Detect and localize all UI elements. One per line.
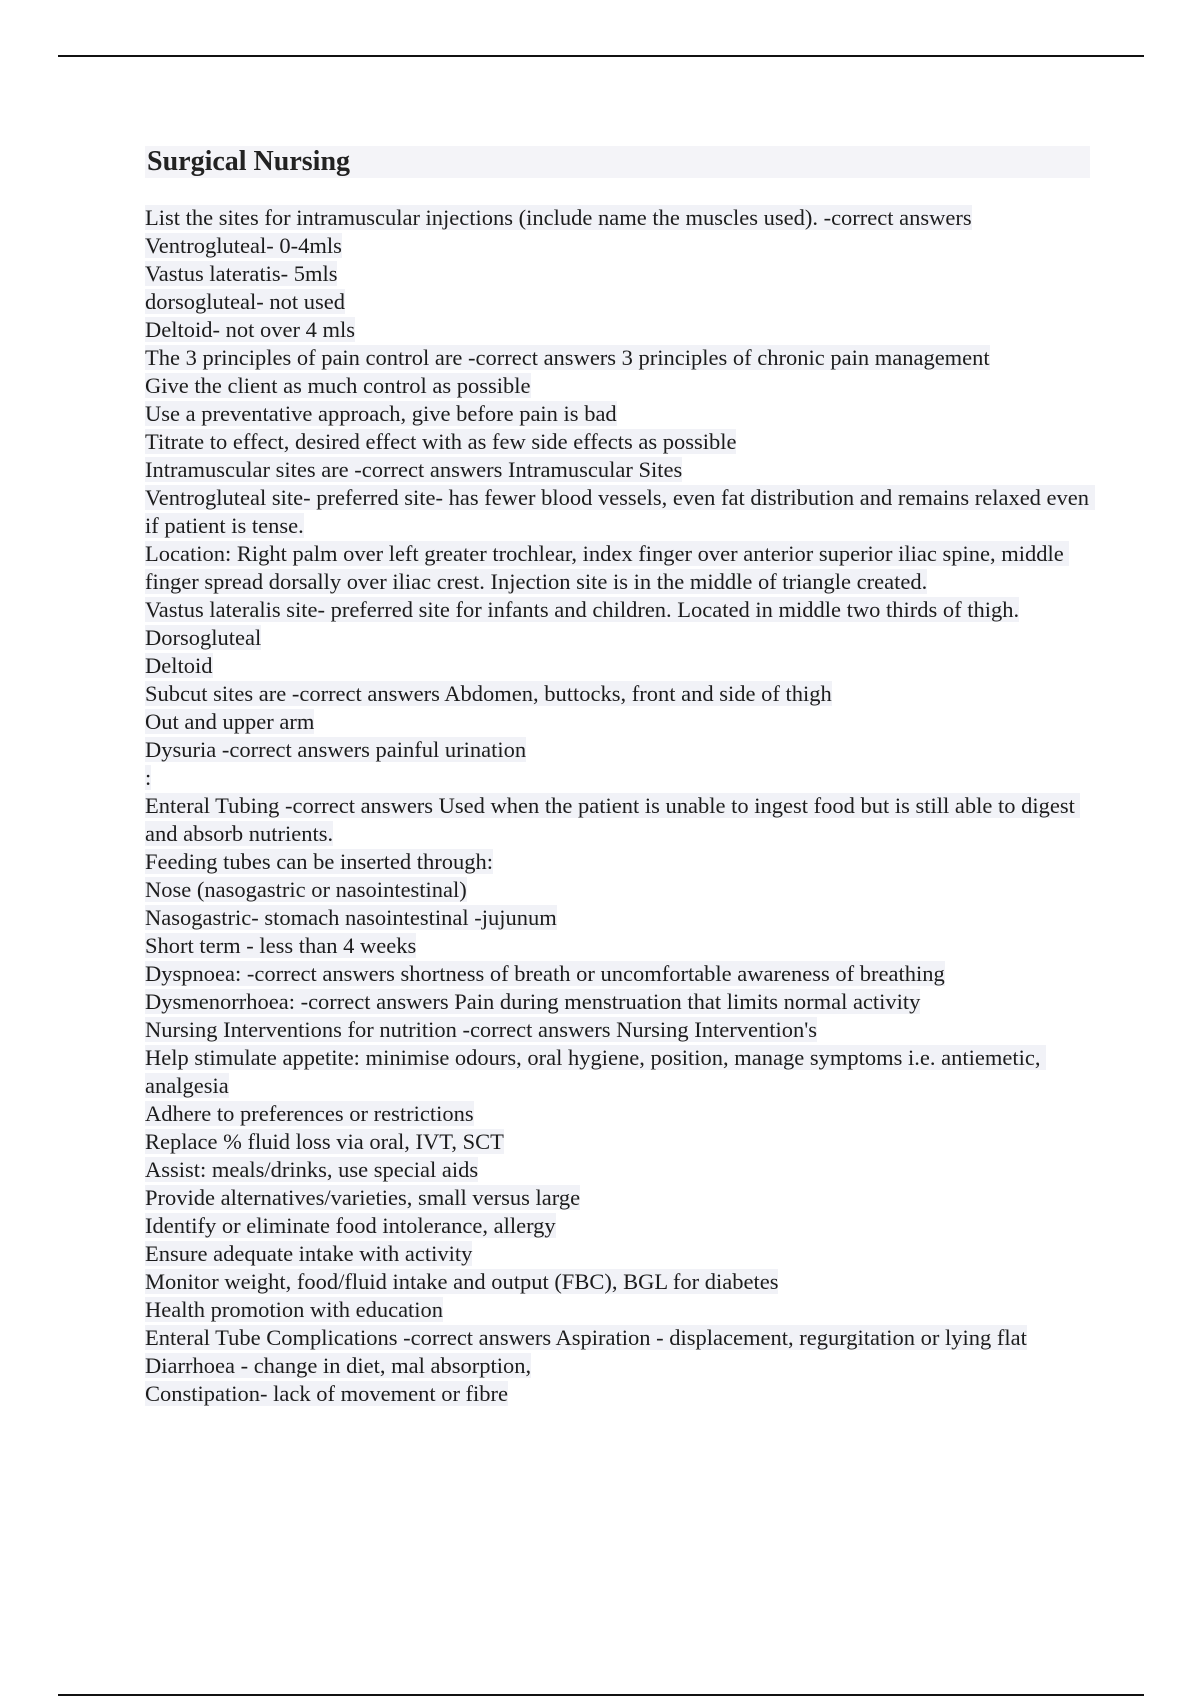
text-line [145,960,1090,988]
text-line [145,484,1095,540]
document-body [145,146,1095,1408]
text-line [145,1100,1090,1128]
text-line-content: Replace % fluid loss via oral, IVT, SCT [145,1129,504,1154]
text-line-content: Ensure adequate intake with activity [145,1241,473,1266]
text-line [145,792,1090,848]
text-line [145,1212,1090,1240]
text-line-content: dorsogluteal- not used [145,289,345,314]
text-line-content: Intramuscular sites are -correct answers Intramuscular Sites [145,457,683,482]
text-line-content: Dysuria -correct answers painful urination [145,737,527,762]
text-line-content: Vastus lateralis site- preferred site for infants and children. Located in middle two thirds of thigh. [145,597,1020,622]
text-line [145,596,1090,624]
text-line-content: Nose (nasogastric or nasointestinal) [145,877,467,902]
text-line [145,288,1090,316]
text-line [145,540,1090,596]
text-line-content: Nursing Interventions for nutrition -correct answers Nursing Intervention's [145,1017,818,1042]
text-line [145,1240,1090,1268]
text-line-content: Nasogastric- stomach nasointestinal -jujunum [145,905,557,930]
text-line [145,736,1090,764]
text-line [145,1184,1090,1212]
text-line-content: The 3 principles of pain control are -correct answers 3 principles of chronic pain management [145,345,990,370]
text-line [145,1016,1090,1044]
text-line-content: Enteral Tubing -correct answers Used when the patient is unable to ingest food but is still able to digest and absorb nutrients. [145,793,1081,846]
text-line [145,232,1090,260]
text-line-content: Titrate to effect, desired effect with as few side effects as possible [145,429,737,454]
text-line-content: Feeding tubes can be inserted through: [145,849,494,874]
text-line [145,1044,1090,1100]
document-text [145,204,1095,1408]
text-line-content: Vastus lateratis- 5mls [145,261,338,286]
text-line [145,624,1090,652]
text-line [145,428,1090,456]
text-line-content: Help stimulate appetite: minimise odours, oral hygiene, position, manage symptoms i.e. antiemetic, analgesia [145,1045,1047,1098]
text-line-content: Give the client as much control as possible [145,373,531,398]
text-line [145,848,1090,876]
text-line [145,876,1090,904]
text-line [145,1352,1090,1380]
text-line-content: Out and upper arm [145,709,315,734]
text-line [145,764,1090,792]
text-line-content: Identify or eliminate food intolerance, allergy [145,1213,556,1238]
text-line-content: List the sites for intramuscular injections (include name the muscles used). -correct answers [145,205,972,230]
text-line-content: Assist: meals/drinks, use special aids [145,1157,479,1182]
text-line-content: Use a preventative approach, give before pain is bad [145,401,617,426]
text-line [145,1296,1090,1324]
text-line [145,1380,1090,1408]
text-line-content: Diarrhoea - change in diet, mal absorption, [145,1353,532,1378]
text-line-content: Ventrogluteal- 0-4mls [145,233,342,258]
text-line-content: Health promotion with education [145,1297,444,1322]
text-line [145,204,1090,232]
text-line [145,1324,1090,1352]
text-line [145,260,1090,288]
text-line-content: : [145,765,152,790]
text-line-content: Provide alternatives/varieties, small versus large [145,1185,581,1210]
page-bottom-rule [58,1694,1144,1696]
text-line [145,1128,1090,1156]
text-line-content: Enteral Tube Complications -correct answers Aspiration - displacement, regurgitation or lying flat [145,1325,1027,1350]
text-line-content: Monitor weight, food/fluid intake and output (FBC), BGL for diabetes [145,1269,779,1294]
text-line-content: Deltoid [145,653,213,678]
text-line [145,680,1090,708]
text-line [145,372,1090,400]
text-line [145,932,1090,960]
text-line-content: Adhere to preferences or restrictions [145,1101,474,1126]
text-line [145,904,1090,932]
text-line-content: Dyspnoea: -correct answers shortness of breath or uncomfortable awareness of breathing [145,961,945,986]
text-line [145,1156,1090,1184]
text-line-content: Dorsogluteal [145,625,262,650]
text-line [145,708,1090,736]
text-line-content: Ventrogluteal site- preferred site- has fewer blood vessels, even fat distribution and remains relaxed even if patient is tense. [145,485,1095,538]
text-line-content: Dysmenorrhoea: -correct answers Pain during menstruation that limits normal activity [145,989,921,1014]
text-line-content: Location: Right palm over left greater trochlear, index finger over anterior superior iliac spine, middle finger spread dorsally over iliac crest. Injection site is in the middle of triangle created. [145,541,1070,594]
text-line-content: Deltoid- not over 4 mls [145,317,355,342]
text-line-content: Short term - less than 4 weeks [145,933,417,958]
text-line [145,988,1090,1016]
page-top-rule [58,55,1144,57]
text-line-content: Constipation- lack of movement or fibre [145,1381,509,1406]
text-line [145,652,1090,680]
page-title: Surgical Nursing [145,146,1090,178]
text-line-content: Subcut sites are -correct answers Abdomen, buttocks, front and side of thigh [145,681,832,706]
text-line [145,316,1090,344]
text-line [145,400,1090,428]
text-line [145,344,1090,372]
text-line [145,456,1090,484]
text-line [145,1268,1090,1296]
